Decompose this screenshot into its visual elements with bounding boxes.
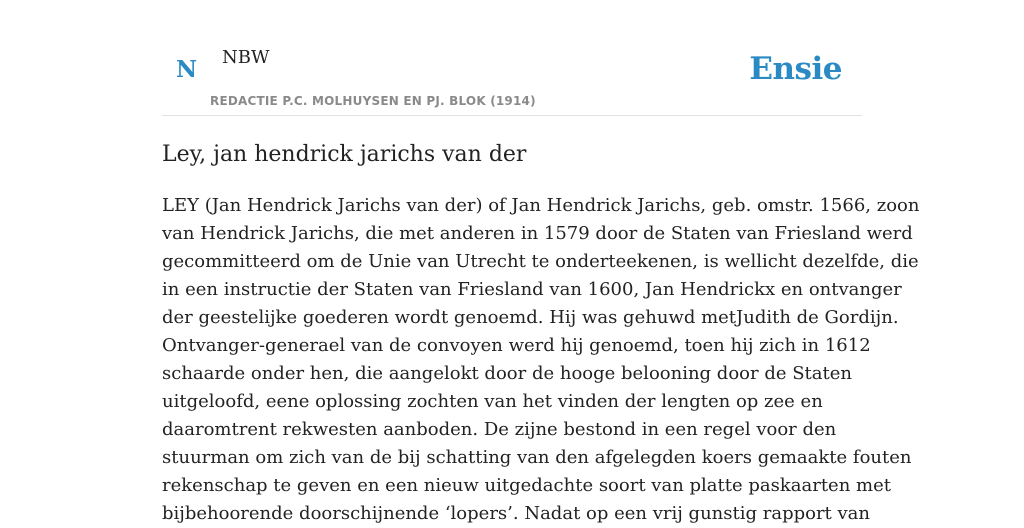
article-line: stuurman om zich van de bij schatting van den afgelegden koers gemaakte fouten: [162, 447, 912, 468]
article-line: van Hendrick Jarichs, die met anderen in 1579 door de Staten van Friesland werd: [162, 223, 913, 244]
article-title: Ley, jan hendrick jarichs van der: [162, 142, 527, 167]
article-line: bijbehoorende doorschijnende ‘lopers’. Nadat op een vrij gunstig rapport van: [162, 503, 871, 524]
article-line: gecommitteerd om de Unie van Utrecht te onderteekenen, is wellicht dezelfde, die: [162, 251, 919, 272]
brand-logo[interactable]: Ensie: [749, 51, 842, 87]
source-logo[interactable]: N: [176, 56, 198, 83]
article-body: [162, 192, 920, 528]
article-line: LEY (Jan Hendrick Jarichs van der) of Jan Hendrick Jarichs, geb. omstr. 1566, zoon: [162, 195, 920, 216]
article-line: rekenschap te geven en een nieuw uitgedachte soort van platte paskaarten met: [162, 475, 891, 496]
article-line: schaarde onder hen, die aangelokt door de hooge belooning door de Staten: [162, 363, 852, 384]
source-name[interactable]: NBW: [222, 47, 270, 68]
page-header: [162, 0, 862, 116]
article-line: daaromtrent rekwesten aanboden. De zijne bestond in een regel voor den: [162, 419, 837, 440]
article-line: in een instructie der Staten van Friesland van 1600, Jan Hendrickx en ontvanger: [162, 279, 902, 300]
article-line: uitgeloofd, eene oplossing zochten van het vinden der lengten op zee en: [162, 391, 823, 412]
source-subtitle: REDACTIE P.C. MOLHUYSEN EN PJ. BLOK (1914): [210, 94, 536, 108]
article-line: Ontvanger-generael van de convoyen werd hij genoemd, toen hij zich in 1612: [162, 335, 871, 356]
article-line: der geestelijke goederen wordt genoemd. Hij was gehuwd metJudith de Gordijn.: [162, 307, 899, 328]
